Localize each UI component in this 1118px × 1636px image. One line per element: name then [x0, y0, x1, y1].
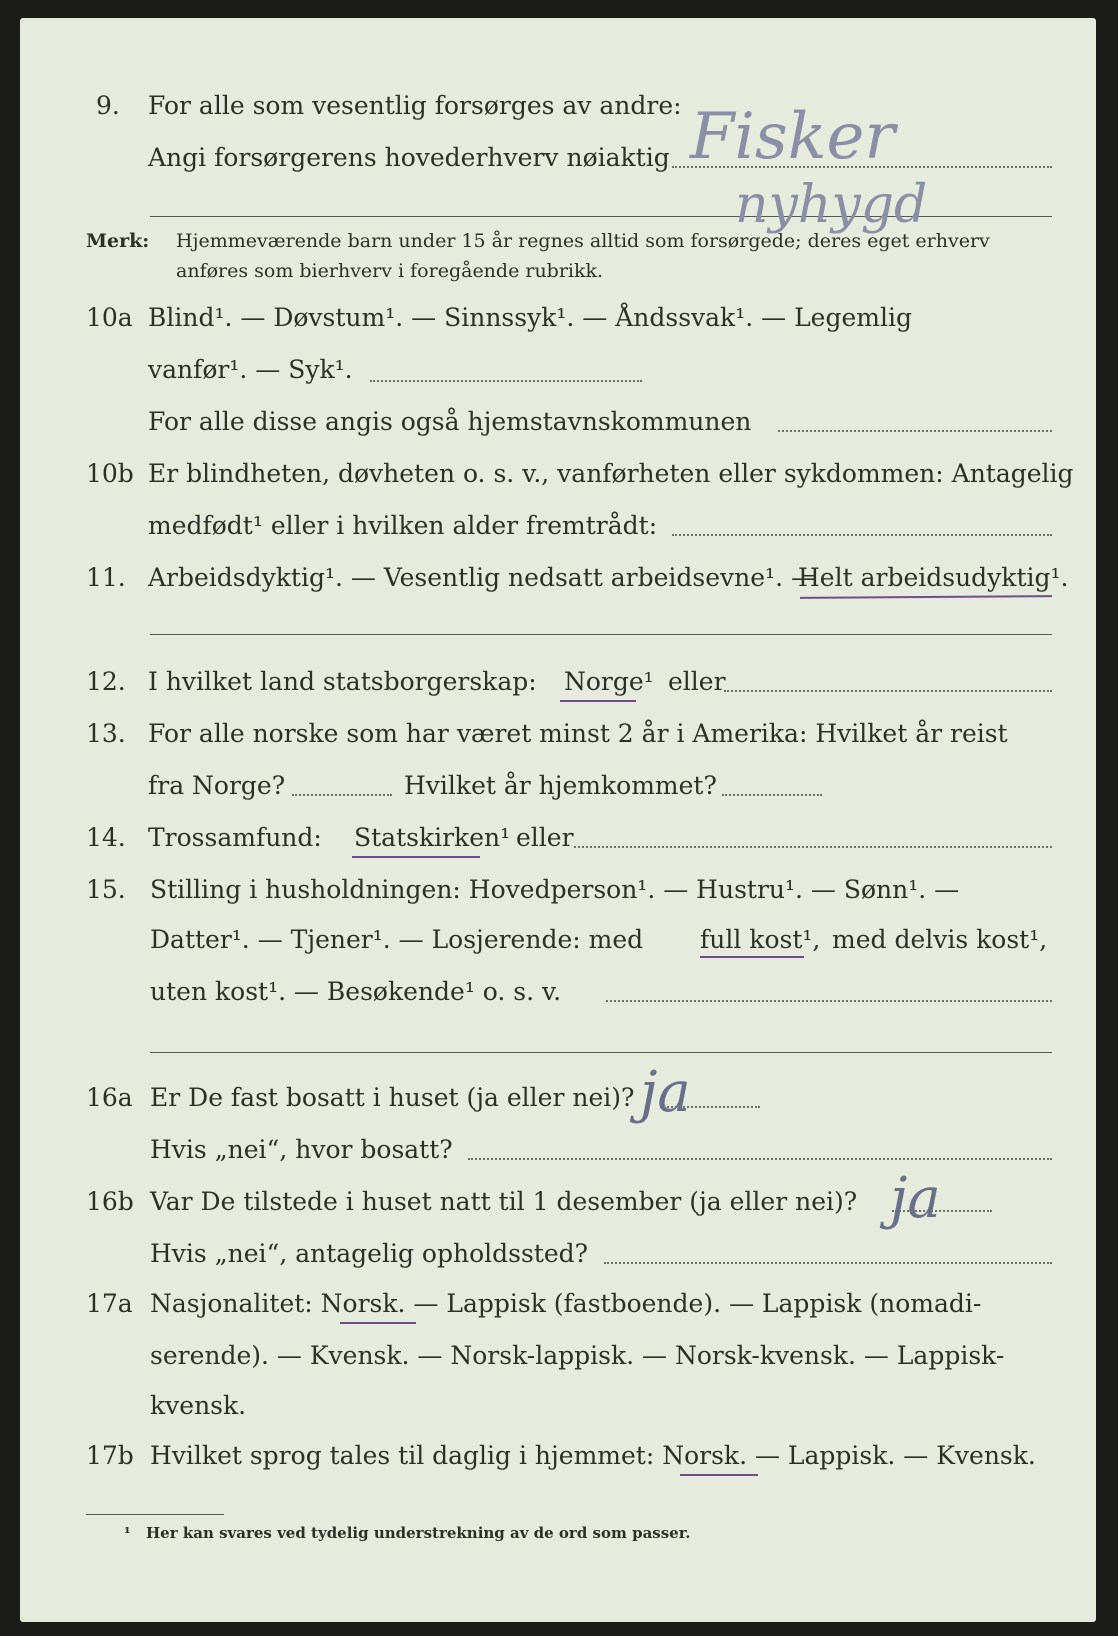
merk-line2 [0, 256, 1118, 286]
q17b-text1: Hvilket sprog tales til daglig i hjemmet: Norsk. — Lappisk. — Kvensk. [150, 1441, 1036, 1470]
q13-text2b: Hvilket år hjemkommet? [404, 771, 717, 800]
q10b-text2: medfødt¹ eller i hvilken alder fremtrådt: [148, 511, 658, 540]
merk-line1 [0, 226, 1118, 256]
q10a-syk-line [370, 380, 642, 382]
q11-text1: Arbeidsdyktig¹. — Vesentlig nedsatt arbeidsevne¹. — [148, 563, 816, 592]
q14-line [0, 820, 1118, 856]
q16a-text1: Er De fast bosatt i huset (ja eller nei)? [150, 1083, 635, 1112]
q16a-line2 [0, 1132, 1118, 1168]
q17a-line3 [0, 1388, 1118, 1424]
q15-line1 [0, 872, 1118, 908]
q15-text2a: Datter¹. — Tjener¹. — Losjerende: med [150, 925, 644, 954]
q15-answer-line [606, 1000, 1052, 1002]
footnote-marker: ¹ [124, 1524, 131, 1542]
q12-line [0, 664, 1118, 700]
q14-underline-mark [352, 856, 480, 858]
q10b-answer-line [672, 534, 1052, 536]
q17b-line1 [0, 1438, 1118, 1474]
q9-number: 9. [96, 91, 120, 120]
q14-statskirken: Statskirken¹ [354, 823, 511, 852]
footnote-rule [86, 1514, 224, 1515]
q10b-line2 [0, 508, 1118, 544]
q9-text1: For alle som vesentlig forsørges av andre: [148, 91, 682, 120]
q16b-text2: Hvis „nei“, antagelig opholdssted? [150, 1239, 589, 1268]
q15-line3 [0, 974, 1118, 1010]
q13-line1 [0, 716, 1118, 752]
q10b-text1: Er blindheten, døvheten o. s. v., vanførheten eller sykdommen: Antagelig [148, 459, 1074, 488]
q17a-text1: Nasjonalitet: Norsk. — Lappisk (fastboende). — Lappisk (nomadi- [150, 1289, 982, 1318]
q17a-line2 [0, 1338, 1118, 1374]
q12-answer-line [724, 690, 1052, 692]
q17a-number: 17a [86, 1289, 133, 1318]
q15-text1: Stilling i husholdningen: Hovedperson¹. — Hustru¹. — Sønn¹. — [150, 875, 960, 904]
q15-number: 15. [86, 875, 126, 904]
merk-label: Merk: [86, 230, 150, 252]
q17b-underline-mark [680, 1474, 758, 1476]
q10a-kommune-line [778, 430, 1052, 432]
q17a-text3: kvensk. [150, 1391, 247, 1420]
q12-number: 12. [86, 667, 126, 696]
q10b-number: 10b [86, 459, 134, 488]
q13-text2a: fra Norge? [148, 771, 286, 800]
q9-text2: Angi forsørgerens hovederhverv nøiaktig [148, 143, 670, 172]
q16a-bosatt-line [468, 1158, 1052, 1160]
q16b-line2 [0, 1236, 1118, 1272]
merk-text1: Hjemmeværende barn under 15 år regnes alltid som forsørgede; deres eget erhverv [176, 230, 990, 252]
q15-text2b: full kost¹, [700, 925, 821, 954]
q9-handwritten-answer2: nyhygd [735, 175, 928, 235]
q9-line1 [0, 88, 1118, 124]
q16a-line1 [0, 1080, 1118, 1116]
q17a-line1 [0, 1286, 1118, 1322]
q16b-text1: Var De tilstede i huset natt til 1 desember (ja eller nei)? [150, 1187, 858, 1216]
q14-answer-line [574, 846, 1052, 848]
q10a-text3: For alle disse angis også hjemstavnskommunen [148, 407, 752, 436]
q12-underline-mark [560, 700, 636, 702]
q12-eller: eller [668, 667, 726, 696]
q10a-line2 [0, 352, 1118, 388]
q11-text2-underlined: Helt arbeidsudyktig¹. [798, 563, 1069, 592]
q15-underline-mark [700, 956, 804, 958]
q15-line2 [0, 922, 1118, 958]
q13-reist-line [292, 794, 392, 796]
q12-text: I hvilket land statsborgerskap: [148, 667, 537, 696]
q14-eller: eller [516, 823, 574, 852]
q12-norge: Norge¹ [564, 667, 654, 696]
q16a-number: 16a [86, 1083, 133, 1112]
q11-answer-line [150, 634, 1052, 635]
q9-line2 [0, 140, 1118, 176]
q9-handwritten-answer: Fisker [690, 100, 895, 174]
q10a-text2: vanfør¹. — Syk¹. [148, 355, 353, 384]
q10a-line3 [0, 404, 1118, 440]
q11-line1 [0, 560, 1118, 596]
q11-number: 11. [86, 563, 126, 592]
q14-number: 14. [86, 823, 126, 852]
q15-text3: uten kost¹. — Besøkende¹ o. s. v. [150, 977, 562, 1006]
q10a-number: 10a [86, 303, 133, 332]
q17b-number: 17b [86, 1441, 134, 1470]
q17a-text2: serende). — Kvensk. — Norsk-lappisk. — Norsk-kvensk. — Lappisk- [150, 1341, 1005, 1370]
q15-text2c: med delvis kost¹, [832, 925, 1048, 954]
q13-number: 13. [86, 719, 126, 748]
q16a-text2: Hvis „nei“, hvor bosatt? [150, 1135, 453, 1164]
q13-hjemkommet-line [722, 794, 822, 796]
q10b-line1 [0, 456, 1118, 492]
q15-answer-line2 [150, 1052, 1052, 1053]
q16a-handwritten-answer: ja [640, 1060, 691, 1125]
q10a-line1 [0, 300, 1118, 336]
q14-text: Trossamfund: [148, 823, 322, 852]
q16b-handwritten-answer: ja [890, 1166, 941, 1231]
merk-text2: anføres som bierhverv i foregående rubrikk. [176, 260, 604, 282]
q16b-line1 [0, 1184, 1118, 1220]
q16b-opholdssted-line [604, 1262, 1052, 1264]
q16b-number: 16b [86, 1187, 134, 1216]
q13-text1: For alle norske som har været minst 2 år i Amerika: Hvilket år reist [148, 719, 1008, 748]
q10a-text1: Blind¹. — Døvstum¹. — Sinnssyk¹. — Åndssvak¹. — Legemlig [148, 303, 912, 332]
q13-line2 [0, 768, 1118, 804]
footnote-text: Her kan svares ved tydelig understrekning av de ord som passer. [146, 1524, 691, 1542]
q17a-underline-mark [340, 1322, 416, 1324]
